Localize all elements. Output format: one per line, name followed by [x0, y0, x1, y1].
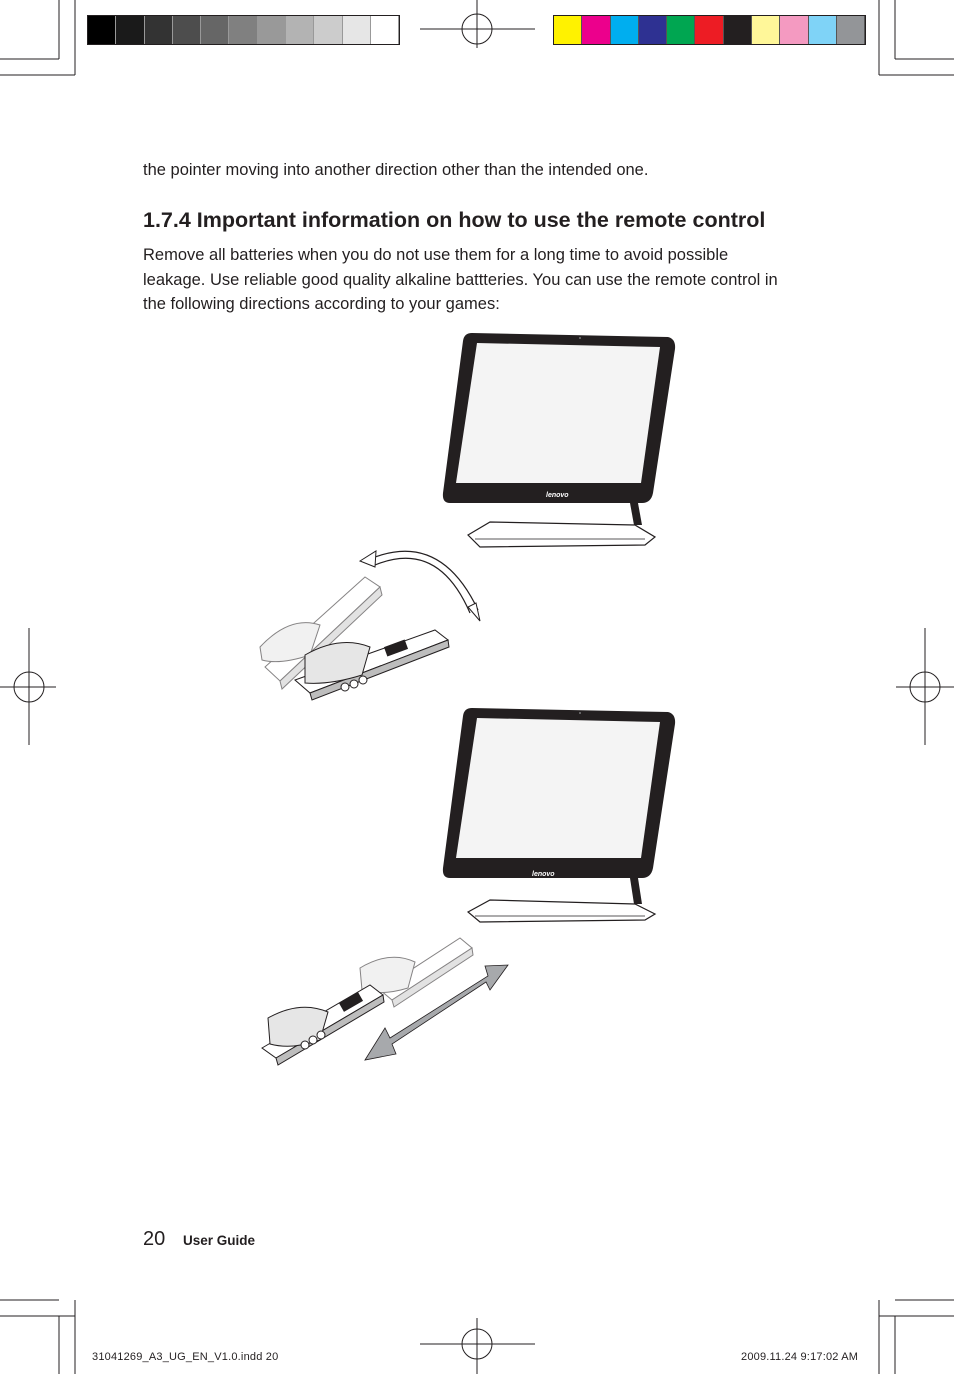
color-swatch-6	[695, 16, 723, 44]
process-color-bar	[553, 15, 866, 45]
gray-swatch-2	[116, 16, 144, 44]
monitor-brand-label: lenovo	[532, 871, 555, 878]
slug-timestamp: 2009.11.24 9:17:02 AM	[741, 1351, 859, 1363]
color-swatch-2	[582, 16, 610, 44]
color-swatch-5	[667, 16, 695, 44]
slug-file-info: 31041269_A3_UG_EN_V1.0.indd 20	[92, 1351, 279, 1363]
running-footer-title: User Guide	[183, 1233, 256, 1248]
color-swatch-8	[752, 16, 780, 44]
monitor-illustration	[443, 333, 675, 547]
page-number: 20	[143, 1228, 166, 1250]
lead-paragraph: the pointer moving into another direction other than the intended one.	[143, 161, 649, 179]
illustration-remote-rotation	[250, 325, 690, 705]
gray-swatch-1	[88, 16, 116, 44]
gray-swatch-4	[173, 16, 201, 44]
illustration-remote-linear	[250, 700, 690, 1070]
registration-mark-top	[420, 0, 535, 48]
gray-swatch-5	[201, 16, 229, 44]
grayscale-color-bar	[87, 15, 400, 45]
remote-control	[262, 985, 384, 1065]
monitor-illustration	[443, 708, 675, 922]
color-swatch-9	[780, 16, 808, 44]
color-swatch-3	[611, 16, 639, 44]
section-heading: 1.7.4 Important information on how to use the remote control	[143, 208, 766, 232]
registration-mark-right	[896, 628, 954, 745]
color-swatch-10	[809, 16, 837, 44]
gray-swatch-3	[145, 16, 173, 44]
color-swatch-7	[724, 16, 752, 44]
gray-swatch-11	[371, 16, 399, 44]
color-swatch-4	[639, 16, 667, 44]
gray-swatch-9	[314, 16, 342, 44]
color-swatch-11	[837, 16, 865, 44]
gray-swatch-10	[343, 16, 371, 44]
monitor-brand-label: lenovo	[546, 492, 569, 499]
gray-swatch-8	[286, 16, 314, 44]
color-swatch-1	[554, 16, 582, 44]
gray-swatch-6	[229, 16, 257, 44]
body-paragraph: Remove all batteries when you do not use them for a long time to avoid possible leakage. Use reliable good quality alkaline battteries. You can use the remote control in the following directions according to your games:	[143, 246, 778, 313]
gray-swatch-7	[258, 16, 286, 44]
registration-mark-left	[0, 628, 56, 745]
registration-mark-bottom	[420, 1318, 535, 1374]
